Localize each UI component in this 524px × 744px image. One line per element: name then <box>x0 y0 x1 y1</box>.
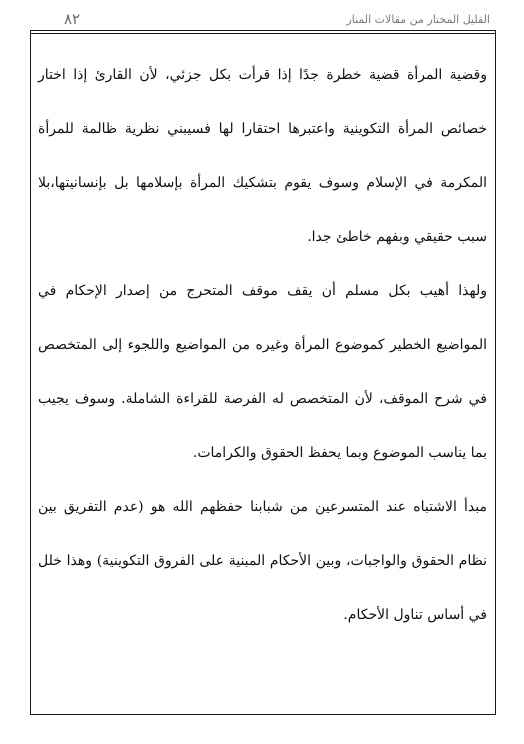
paragraph-2: ولهذا أهيب بكل مسلم أن يقف موقف المتحرج من إصدار الإحكام في المواضيع الخطير كموضوع المرأة وغيره من المواضيع واللجوء إلى المتخصص في شرح الموقف، لأن المتخصص له الفرصة للقراءة الشاملة. وسوف يجيب بما يناسب الموضوع وبما يحفظ الحقوق والكرامات. <box>38 283 487 461</box>
paragraph-3: مبدأ الاشتباه عند المتسرعين من شبابنا حفظهم الله هو (عدم التفريق بين نظام الحقوق والواجبات، وبين الأحكام المبنية على الفروق التكوينية) وهذا خلل في أساس تناول الأحكام. <box>38 499 487 623</box>
page-number: ٨٢ <box>64 10 81 28</box>
page-body <box>38 48 487 642</box>
paragraph-1: وقضية المرأة قضية خطرة جدًا إذا قرأت بكل جزئي، لأن القارئ إذا اختار خصائص المرأة التكوينية واعتبرها احتقارا لها فسيبني نظرية ظالمة للمرأة المكرمة في الإسلام وسوف يقوم بتشكيك المرأة بإسلامها بل بإنسانيتها،بلا سبب حقيقي وبفهم خاطئ جدا. <box>38 67 487 245</box>
running-title: القليل المختار من مقالات المنار <box>346 13 490 26</box>
